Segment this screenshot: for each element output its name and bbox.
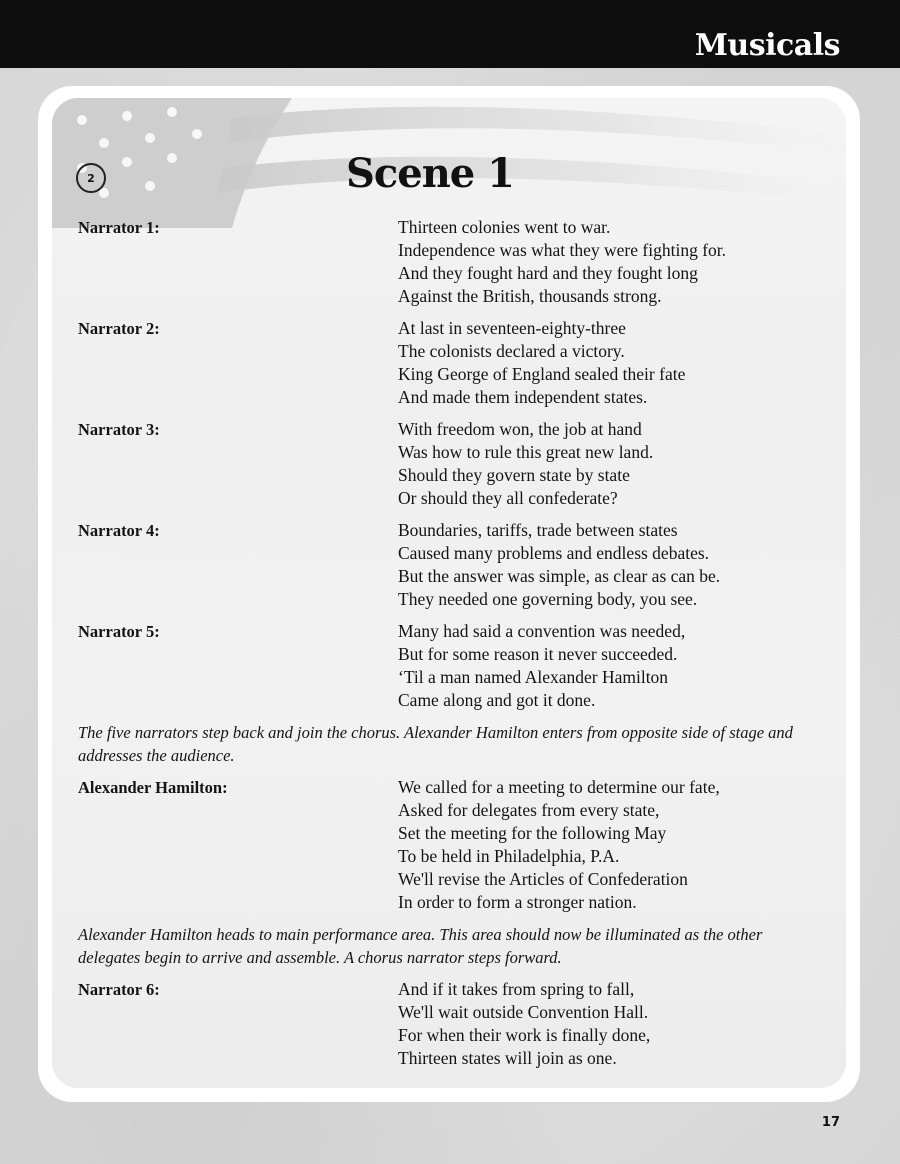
dialogue-block: [78, 620, 823, 712]
section-title: Musicals: [694, 28, 840, 63]
speaker-name: Narrator 6:: [78, 980, 160, 999]
lyric-line: Boundaries, tariffs, trade between states: [398, 520, 678, 540]
page-number: 17: [821, 1115, 840, 1130]
dialogue-lines: [398, 978, 823, 1070]
dialogue-lines: [398, 519, 823, 611]
dialogue-block: [78, 317, 823, 409]
lyric-line: To be held in Philadelphia, P.A.: [398, 846, 620, 866]
dialogue-lines: [398, 776, 823, 914]
dialogue-lines: [398, 620, 823, 712]
lyric-line: Thirteen states will join as one.: [398, 1048, 617, 1068]
dialogue-block: [78, 418, 823, 510]
dialogue-lines: [398, 317, 823, 409]
lyric-line: King George of England sealed their fate: [398, 364, 686, 384]
lyric-line: We'll wait outside Convention Hall.: [398, 1002, 649, 1022]
lyric-line: And made them independent states.: [398, 387, 648, 407]
lyric-line: Or should they all confederate?: [398, 488, 618, 508]
stage-direction: Alexander Hamilton heads to main performance area. This area should now be illuminated as the other delegates begin to arrive and assemble. A chorus narrator steps forward.: [78, 925, 763, 967]
lyric-line: And they fought hard and they fought long: [398, 263, 698, 283]
lyric-line: At last in seventeen-eighty-three: [398, 318, 626, 338]
script-body: [78, 216, 823, 1079]
dialogue-block: [78, 519, 823, 611]
speaker-name: Narrator 2:: [78, 319, 160, 338]
speaker-name: Narrator 1:: [78, 218, 160, 237]
lyric-line: With freedom won, the job at hand: [398, 419, 642, 439]
speaker-name: Narrator 4:: [78, 521, 160, 540]
lyric-line: For when their work is finally done,: [398, 1025, 651, 1045]
lyric-line: The colonists declared a victory.: [398, 341, 625, 361]
lyric-line: Was how to rule this great new land.: [398, 442, 654, 462]
lyric-line: Independence was what they were fighting for.: [398, 240, 727, 260]
lyric-line: We'll revise the Articles of Confederation: [398, 869, 688, 889]
stage-direction: The five narrators step back and join the chorus. Alexander Hamilton enters from opposite side of stage and addresses the audience.: [78, 723, 793, 765]
dialogue-lines: [398, 216, 823, 308]
lyric-line: ‘Til a man named Alexander Hamilton: [398, 667, 669, 687]
lyric-line: Asked for delegates from every state,: [398, 800, 660, 820]
lyric-line: They needed one governing body, you see.: [398, 589, 698, 609]
scene-title: Scene 1: [346, 150, 514, 197]
lyric-line: But the answer was simple, as clear as can be.: [398, 566, 721, 586]
dialogue-lines: [398, 418, 823, 510]
lyric-line: Caused many problems and endless debates.: [398, 543, 710, 563]
lyric-line: Against the British, thousands strong.: [398, 286, 662, 306]
lyric-line: In order to form a stronger nation.: [398, 892, 637, 912]
speaker-name: Narrator 3:: [78, 420, 160, 439]
lyric-line: We called for a meeting to determine our fate,: [398, 777, 720, 797]
dialogue-block: [78, 978, 823, 1070]
lyric-line: But for some reason it never succeeded.: [398, 644, 678, 664]
lyric-line: Should they govern state by state: [398, 465, 630, 485]
lyric-line: Many had said a convention was needed,: [398, 621, 686, 641]
scene-number-badge: 2: [76, 163, 106, 193]
lyric-line: Came along and got it done.: [398, 690, 596, 710]
lyric-line: And if it takes from spring to fall,: [398, 979, 635, 999]
lyric-line: Thirteen colonies went to war.: [398, 217, 611, 237]
dialogue-block: [78, 776, 823, 914]
dialogue-block: [78, 216, 823, 308]
speaker-name: Alexander Hamilton:: [78, 778, 228, 797]
lyric-line: Set the meeting for the following May: [398, 823, 667, 843]
speaker-name: Narrator 5:: [78, 622, 160, 641]
